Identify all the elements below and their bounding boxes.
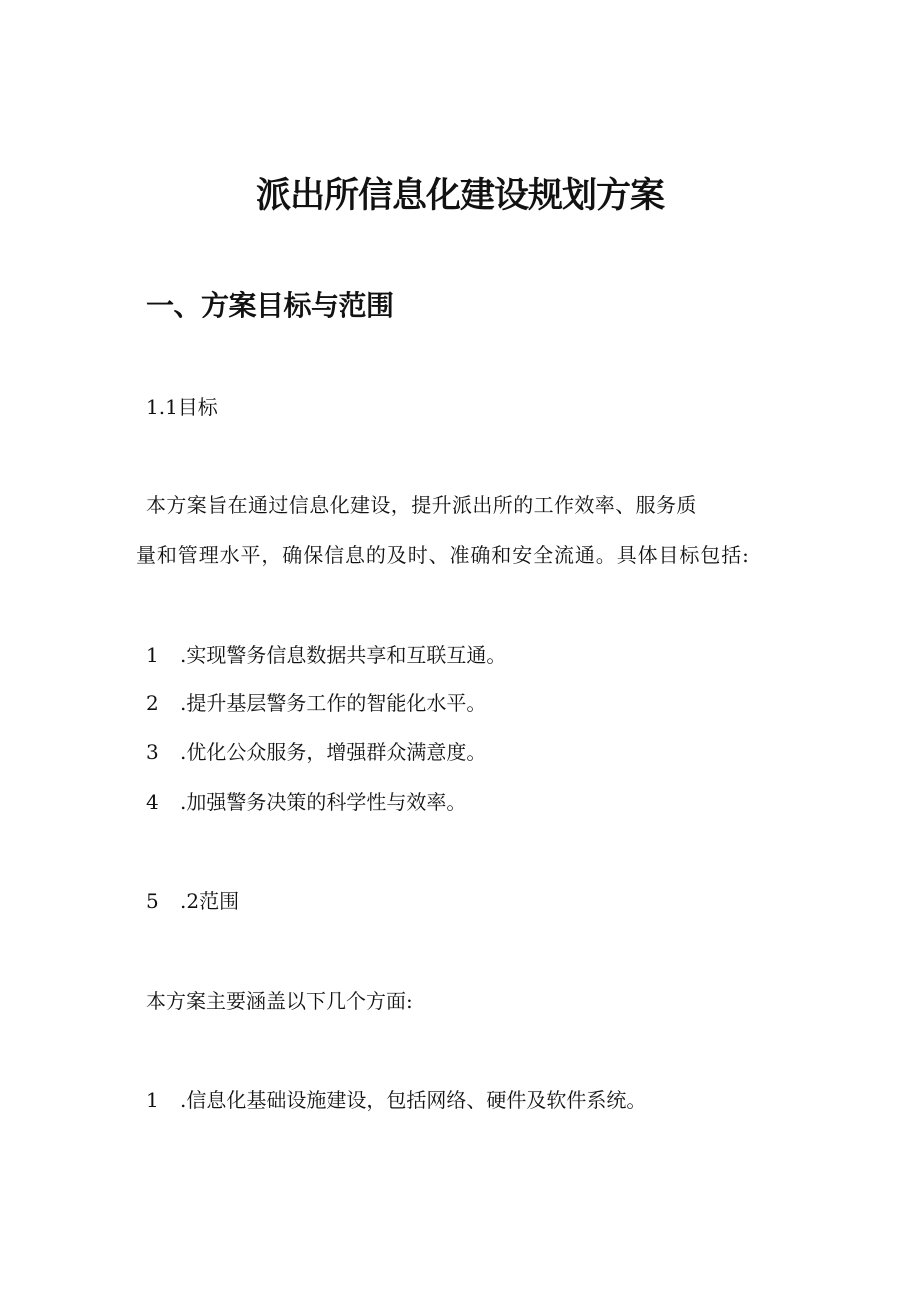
list-item-text: .提升基层警务工作的智能化水平。 xyxy=(180,691,487,715)
list-item-number: 1 xyxy=(146,643,159,667)
paragraph: 本方案主要涵盖以下几个方面: xyxy=(146,989,413,1013)
list-item xyxy=(146,688,486,718)
list-item-text: .优化公众服务，增强群众满意度。 xyxy=(180,740,487,764)
list-item xyxy=(146,787,466,817)
subsection-title: .2范围 xyxy=(180,889,240,913)
list-item-number: 3 xyxy=(146,740,159,764)
list-item-number: 2 xyxy=(146,691,159,715)
list-item-number: 1 xyxy=(146,1088,159,1112)
list-item-text: .实现警务信息数据共享和互联互通。 xyxy=(180,643,507,667)
list-item xyxy=(146,737,486,767)
list-item-number: 4 xyxy=(146,790,159,814)
subsection-heading-scope xyxy=(146,886,239,916)
list-item xyxy=(146,1085,646,1115)
list-item-text: .加强警务决策的科学性与效率。 xyxy=(180,790,467,814)
paragraph-line: 量和管理水平，确保信息的及时、准确和安全流通。具体目标包括: xyxy=(136,543,750,567)
list-item-text: .信息化基础设施建设，包括网络、硬件及软件系统。 xyxy=(180,1088,647,1112)
section-heading: 一、方案目标与范围 xyxy=(146,289,394,322)
subsection-number: 5 xyxy=(146,889,159,913)
subsection-heading-goal: 1.1目标 xyxy=(146,395,218,419)
paragraph-line: 本方案旨在通过信息化建设，提升派出所的工作效率、服务质 xyxy=(146,493,697,517)
list-item xyxy=(146,640,506,670)
document-title: 派出所信息化建设规划方案 xyxy=(255,176,664,216)
